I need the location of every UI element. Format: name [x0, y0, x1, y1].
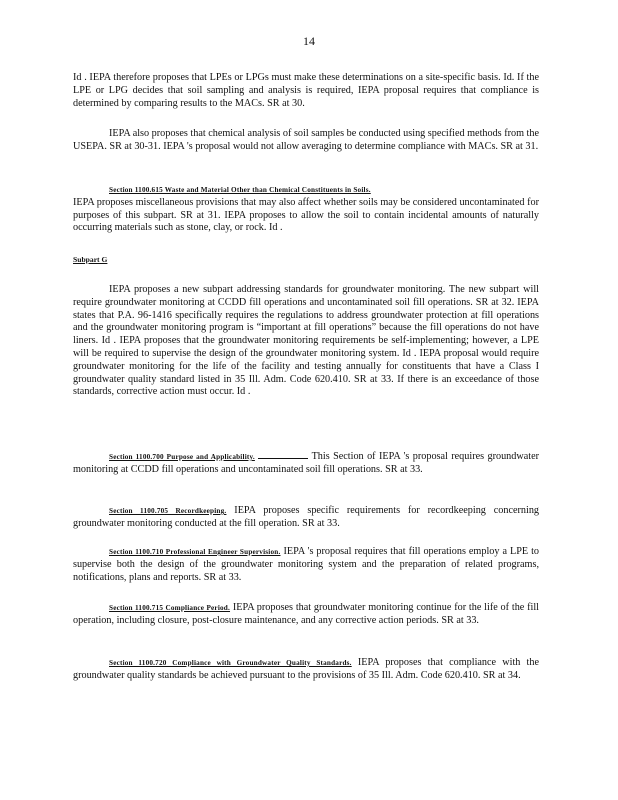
section-1100-615-heading: Section 1100.615 Waste and Material Other than Chemical Constituents in Soils.	[109, 186, 371, 194]
section-1100-720	[73, 657, 539, 683]
section-1100-615-body: IEPA proposes miscellaneous provisions that may also affect whether soils may be considered uncontaminated for purposes of this subpart. SR at 31. IEPA proposes to allow the soil to contain incidental amounts of naturally occurring materials such as stone, clay, or rock. Id .	[73, 196, 539, 234]
page-number: 14	[303, 34, 315, 48]
section-1100-700-body: This Section of IEPA 's proposal requires groundwater monitoring at CCDD fill operations and uncontaminated soil fill operations. SR at 33.	[73, 451, 539, 475]
section-1100-715-body: IEPA proposes that groundwater monitoring continue for the life of the fill operation, including closure, post-closure maintenance, and any corrective action periods. SR at 33.	[73, 602, 540, 626]
section-1100-710-body: IEPA 's proposal requires that fill operations employ a LPE to supervise both the design of the groundwater monitoring system and the preparation of related programs, notifications, plans and reports. SR at 33.	[73, 546, 540, 583]
subpart-g-body: IEPA proposes a new subpart addressing standards for groundwater monitoring. The new subpart will require groundwater monitoring at CCDD fill operations and uncontaminated soil fill operations. SR at 32. IEPA states that P.A. 96-1416 specifically requires the regulations to address groundwater protection at fill operations and the groundwater monitoring program is “important at fill operations” because the fill operations do not have liners. Id . IEPA proposes that the groundwater monitoring requirements be self-implementing; however, a LPE will be required to supervise the design of the groundwater monitoring system. Id . IEPA proposal would require groundwater monitoring for the life of the facility and testing annually for constituents that have a Class I groundwater quality standard listed in 35 Ill. Adm. Code 620.410. SR at 33. If there is an exceedance of those standards, corrective action must occur. Id .	[73, 284, 539, 398]
subpart-g-heading: Subpart G	[73, 255, 108, 264]
paragraph-chemical-analysis: IEPA also proposes that chemical analysis of soil samples be conducted using specified methods from the USEPA. SR at 30-31. IEPA 's proposal would not allow averaging to determine compliance with MACs. SR at 31.	[73, 128, 539, 152]
section-1100-700-heading: Section 1100.700 Purpose and Applicability.	[109, 453, 255, 461]
section-1100-700	[73, 451, 539, 477]
section-1100-615	[73, 184, 539, 235]
section-1100-715-heading: Section 1100.715 Compliance Period.	[109, 604, 231, 612]
section-1100-705	[73, 505, 539, 531]
section-1100-705-body: IEPA proposes specific requirements for recordkeeping concerning groundwater monitoring conducted at the fill operation. SR at 33.	[73, 505, 540, 529]
section-1100-710	[73, 546, 539, 584]
section-1100-705-heading: Section 1100.705 Recordkeeping.	[109, 507, 227, 515]
section-1100-720-body: IEPA proposes that compliance with the groundwater quality standards be achieved pursuant to the provisions of 35 Ill. Adm. Code 620.410. SR at 34.	[73, 657, 540, 681]
section-1100-710-heading: Section 1100.710 Professional Engineer Supervision.	[109, 548, 281, 556]
section-1100-715	[73, 602, 539, 628]
paragraph-mac-compliance: Id . IEPA therefore proposes that LPEs or LPGs must make these determinations on a site-specific basis. Id. If the LPE or LPG decides that soil sampling and analysis is required, IEPA proposal requires that compliance is determined by comparing results to the MACs. SR at 30.	[73, 72, 539, 109]
section-1100-720-heading: Section 1100.720 Compliance with Groundwater Quality Standards.	[109, 659, 352, 667]
